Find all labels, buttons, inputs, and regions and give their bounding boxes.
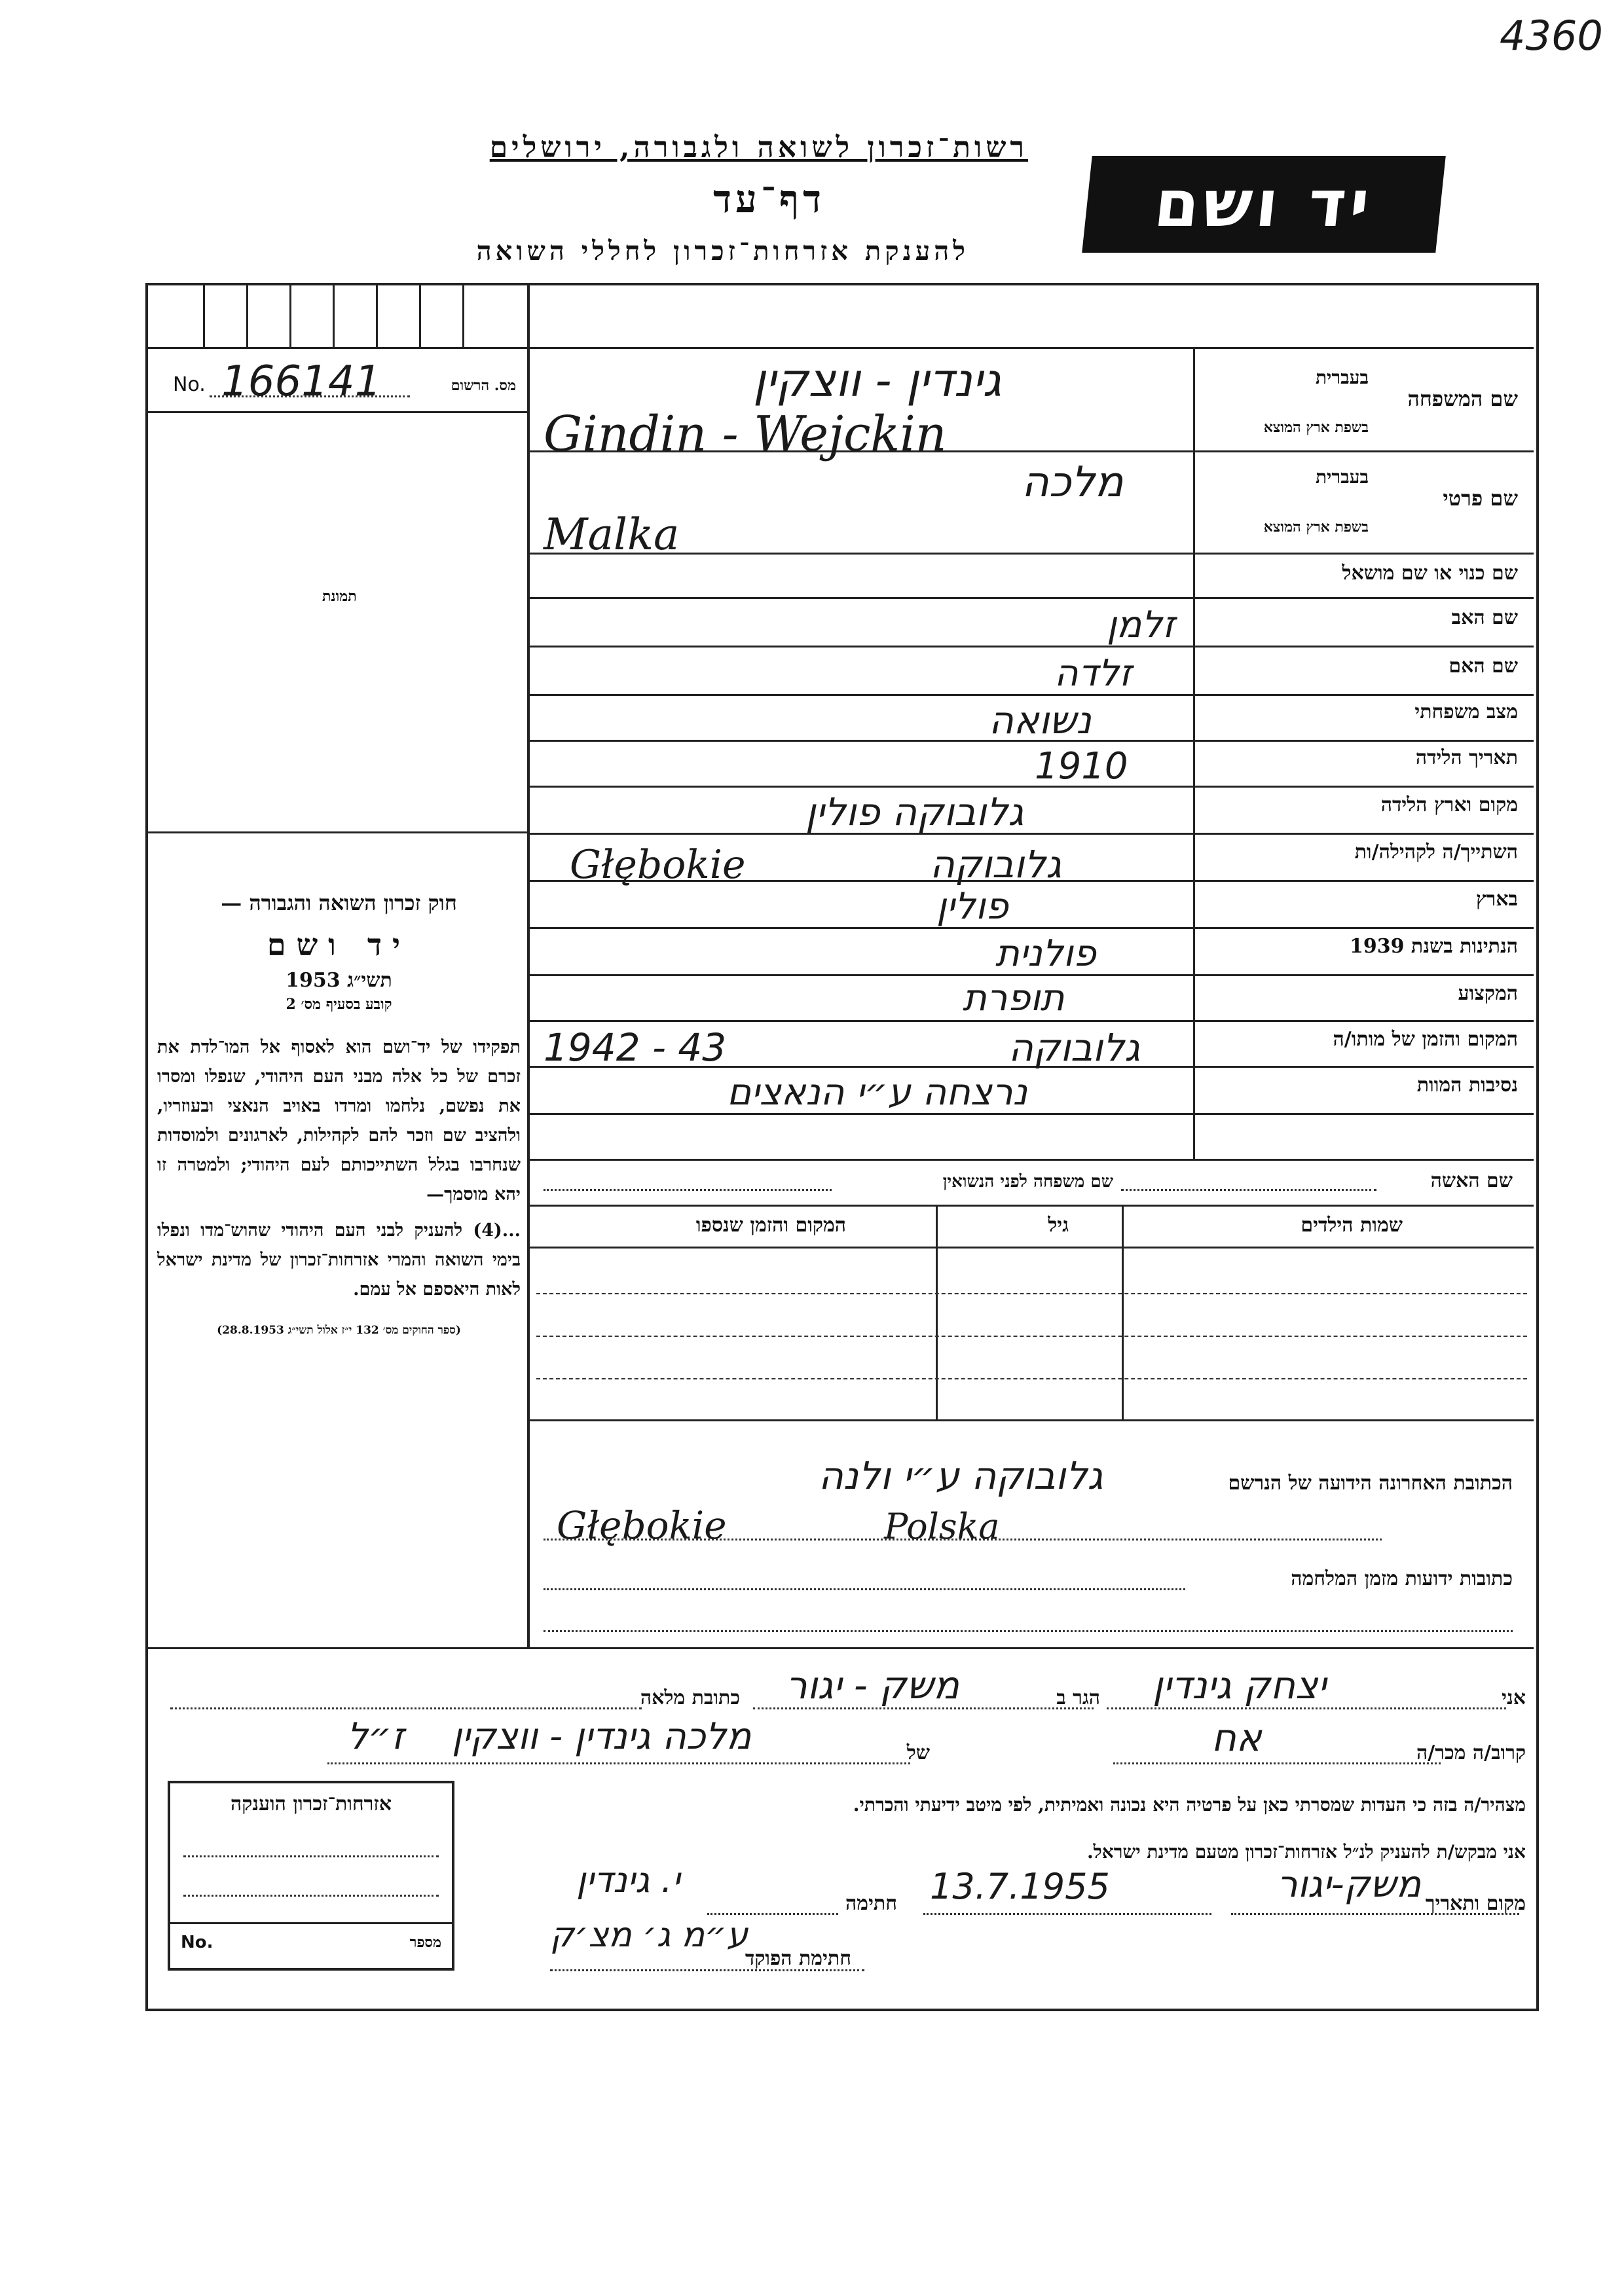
stamp-title: אזרחות־זכרון הוענקה [230, 1793, 392, 1815]
value-death-place: גלובוקה [1008, 1025, 1141, 1070]
label-mother: שם האם [1449, 655, 1518, 678]
law-text-2: ...(4) להעניק לבני העם היהודי שהוש־מדו ונפלו בימי השואה והמרי אזרחות־זכרון של מדינת ישראל לאות היאספם אל עמם. [157, 1220, 521, 1300]
stamp-number-label: מספר [409, 1934, 441, 1951]
children-table [530, 1205, 1534, 1421]
label-official-signature: חתימת הפוקד [745, 1947, 851, 1970]
col-children-names: שמות הילדים [1301, 1214, 1403, 1237]
registration-number [169, 357, 523, 406]
value-father: זלמן [1107, 604, 1175, 646]
value-family-name-heb: גינדין - ווצקין [753, 354, 1002, 407]
label-family-name: שם המשפחה [1407, 386, 1518, 411]
yad-vashem-logo [1082, 156, 1446, 253]
value-first-name-orig: Malka [544, 509, 680, 560]
col-age: גיל [1048, 1214, 1069, 1237]
col-place-time: המקום והזמן שנספו [695, 1214, 846, 1237]
label-wife: שם האשה [1430, 1169, 1513, 1192]
label-signature: חתימה [845, 1892, 897, 1915]
label-profession: המקצוע [1458, 982, 1518, 1005]
logo-text: יד ושם [1151, 167, 1377, 242]
label-marital: מצב משפחתי [1414, 701, 1518, 723]
law-name: יד ושם [267, 927, 411, 962]
citizenship-granted-box [168, 1781, 454, 1971]
label-community: השתייך/ה לקהילה/ות [1354, 841, 1518, 864]
label-place-date: מקום ותאריך [1425, 1892, 1526, 1915]
label-country: בארץ [1475, 888, 1518, 911]
value-official-signature: ע״מ ג׳ מצ׳ק [550, 1916, 748, 1955]
value-last-address-latin: Głębokie [557, 1503, 727, 1548]
declaration-text: מצהיר/ה בזה כי העדות שמסרתי כאן על פרטיה היא נכונה ואמיתית, לפי מיטב ידיעתי והכרתי. [853, 1794, 1526, 1815]
value-date: 13.7.1955 [930, 1866, 1110, 1907]
law-title: חוק זכרון השואה והגבורה — [221, 890, 457, 915]
value-first-name-heb: מלכה [1022, 458, 1124, 507]
label-i: אני [1502, 1686, 1526, 1709]
label-origin-2: בשפת ארץ המוצא [1263, 519, 1369, 536]
value-last-address-heb: גלובוקה ע״י ולנה [819, 1453, 1103, 1498]
label-last-address: הכתובת האחרונה הידועה של הנרשם [1228, 1472, 1513, 1495]
value-city: משק - יגור [786, 1663, 959, 1707]
label-resides: הגר ב [1056, 1686, 1100, 1709]
header-title: דף־עד [713, 177, 825, 221]
label-hebrew-2: בעברית [1315, 466, 1369, 488]
law-clause: קובע בסעיף מס׳ 2 [286, 996, 392, 1013]
label-hebrew-1: בעברית [1315, 367, 1369, 388]
law-text: תפקידו של יד־ושם הוא לאסוף אל המו־לדת את זכרם של כל אלה מבני העם היהודי, שנפלו ומסרו את נפשם, נלחמו ומרדו באויב הנאצי ובעוזריו, ולהציב שם וזכר להם לקהילות, לארגונים ולמוסדות שנחרבו בגלל השתייכותם לעם היהודי; ולמטרה זו יהא מוסמך— [157, 1037, 521, 1205]
value-relation: אח [1211, 1715, 1262, 1760]
label-of: של [906, 1741, 930, 1764]
header-subtitle: להענקת אזרחות־זכרון לחללי השואה [476, 236, 969, 266]
value-community-latin: Głębokie [570, 842, 746, 888]
law-year: תשי״ג 1953 [286, 969, 392, 992]
tick-boxes [148, 285, 528, 348]
label-war-addresses: כתובות ידועות מזמן המלחמה [1291, 1567, 1513, 1590]
value-profession: תופרת [963, 977, 1065, 1019]
reg-no-label: No. [173, 373, 206, 396]
stamp-no-label: No. [181, 1933, 213, 1952]
value-death-circumstances: נרצחה ע״י הנאצים [727, 1071, 1028, 1114]
value-family-name-orig: Gindin - Wejckin [544, 406, 947, 462]
label-death-circumstances: נסיבות המוות [1416, 1074, 1518, 1097]
header-authority: רשות־זכרון לשואה ולגבורה, ירושלים [489, 131, 1028, 164]
label-birth-date: תאריך הלידה [1415, 746, 1518, 769]
reg-no-value: 166141 [221, 357, 382, 406]
label-origin-1: בשפת ארץ המוצא [1263, 419, 1369, 436]
value-birth-place: גלובוקה פולין [805, 790, 1024, 834]
request-text: אני מבקש/ת להעניק לנ״ל אזרחות־זכרון מטעם מדינת ישראל. [1086, 1841, 1526, 1863]
law-box [157, 890, 521, 1453]
value-marital: נשואה [989, 698, 1092, 742]
corner-number: 4360 [1500, 12, 1603, 60]
label-nickname: שם כנוי או שם מושאל [1342, 562, 1518, 585]
value-citizenship: פולנית [995, 932, 1096, 975]
value-country: פולין [936, 885, 1008, 928]
value-signature: י. גינדין [576, 1859, 680, 1901]
value-birth-date: 1910 [1035, 745, 1128, 788]
reg-no-heb-label: מס. הרשום [451, 377, 516, 394]
photo-label: תמונת [322, 588, 357, 605]
value-community-heb: גלובוקה [930, 842, 1062, 886]
value-of-mark: ז״ל [347, 1715, 405, 1758]
label-relation: קרוב/ה מכר/ה [1416, 1741, 1526, 1764]
value-declarant-name: יצחק גינדין [1153, 1663, 1327, 1707]
label-full-address: כתובת מלאה [640, 1686, 740, 1709]
value-of-name: מלכה גינדין - ווצקין [452, 1715, 752, 1758]
law-source: (ספר החוקים מס׳ 132 י״ז אלול תשי״ג 28.8.1953) [217, 1324, 461, 1337]
label-first-name: שם פרטי [1443, 486, 1518, 511]
value-mother: זלדה [1054, 652, 1132, 695]
label-maiden-name: שם משפחה לפני הנשואין [942, 1172, 1113, 1192]
value-last-address-country: Polska [884, 1506, 1000, 1547]
label-father: שם האב [1451, 606, 1518, 629]
label-citizenship: הנתינות בשנת 1939 [1349, 935, 1518, 958]
label-birth-place: מקום וארץ הלידה [1380, 793, 1518, 816]
value-death-year: 1942 - 43 [544, 1025, 727, 1070]
value-place: משק-יגור [1277, 1863, 1422, 1906]
label-death-place-time: המקום והזמן של מותו/ה [1333, 1028, 1518, 1051]
